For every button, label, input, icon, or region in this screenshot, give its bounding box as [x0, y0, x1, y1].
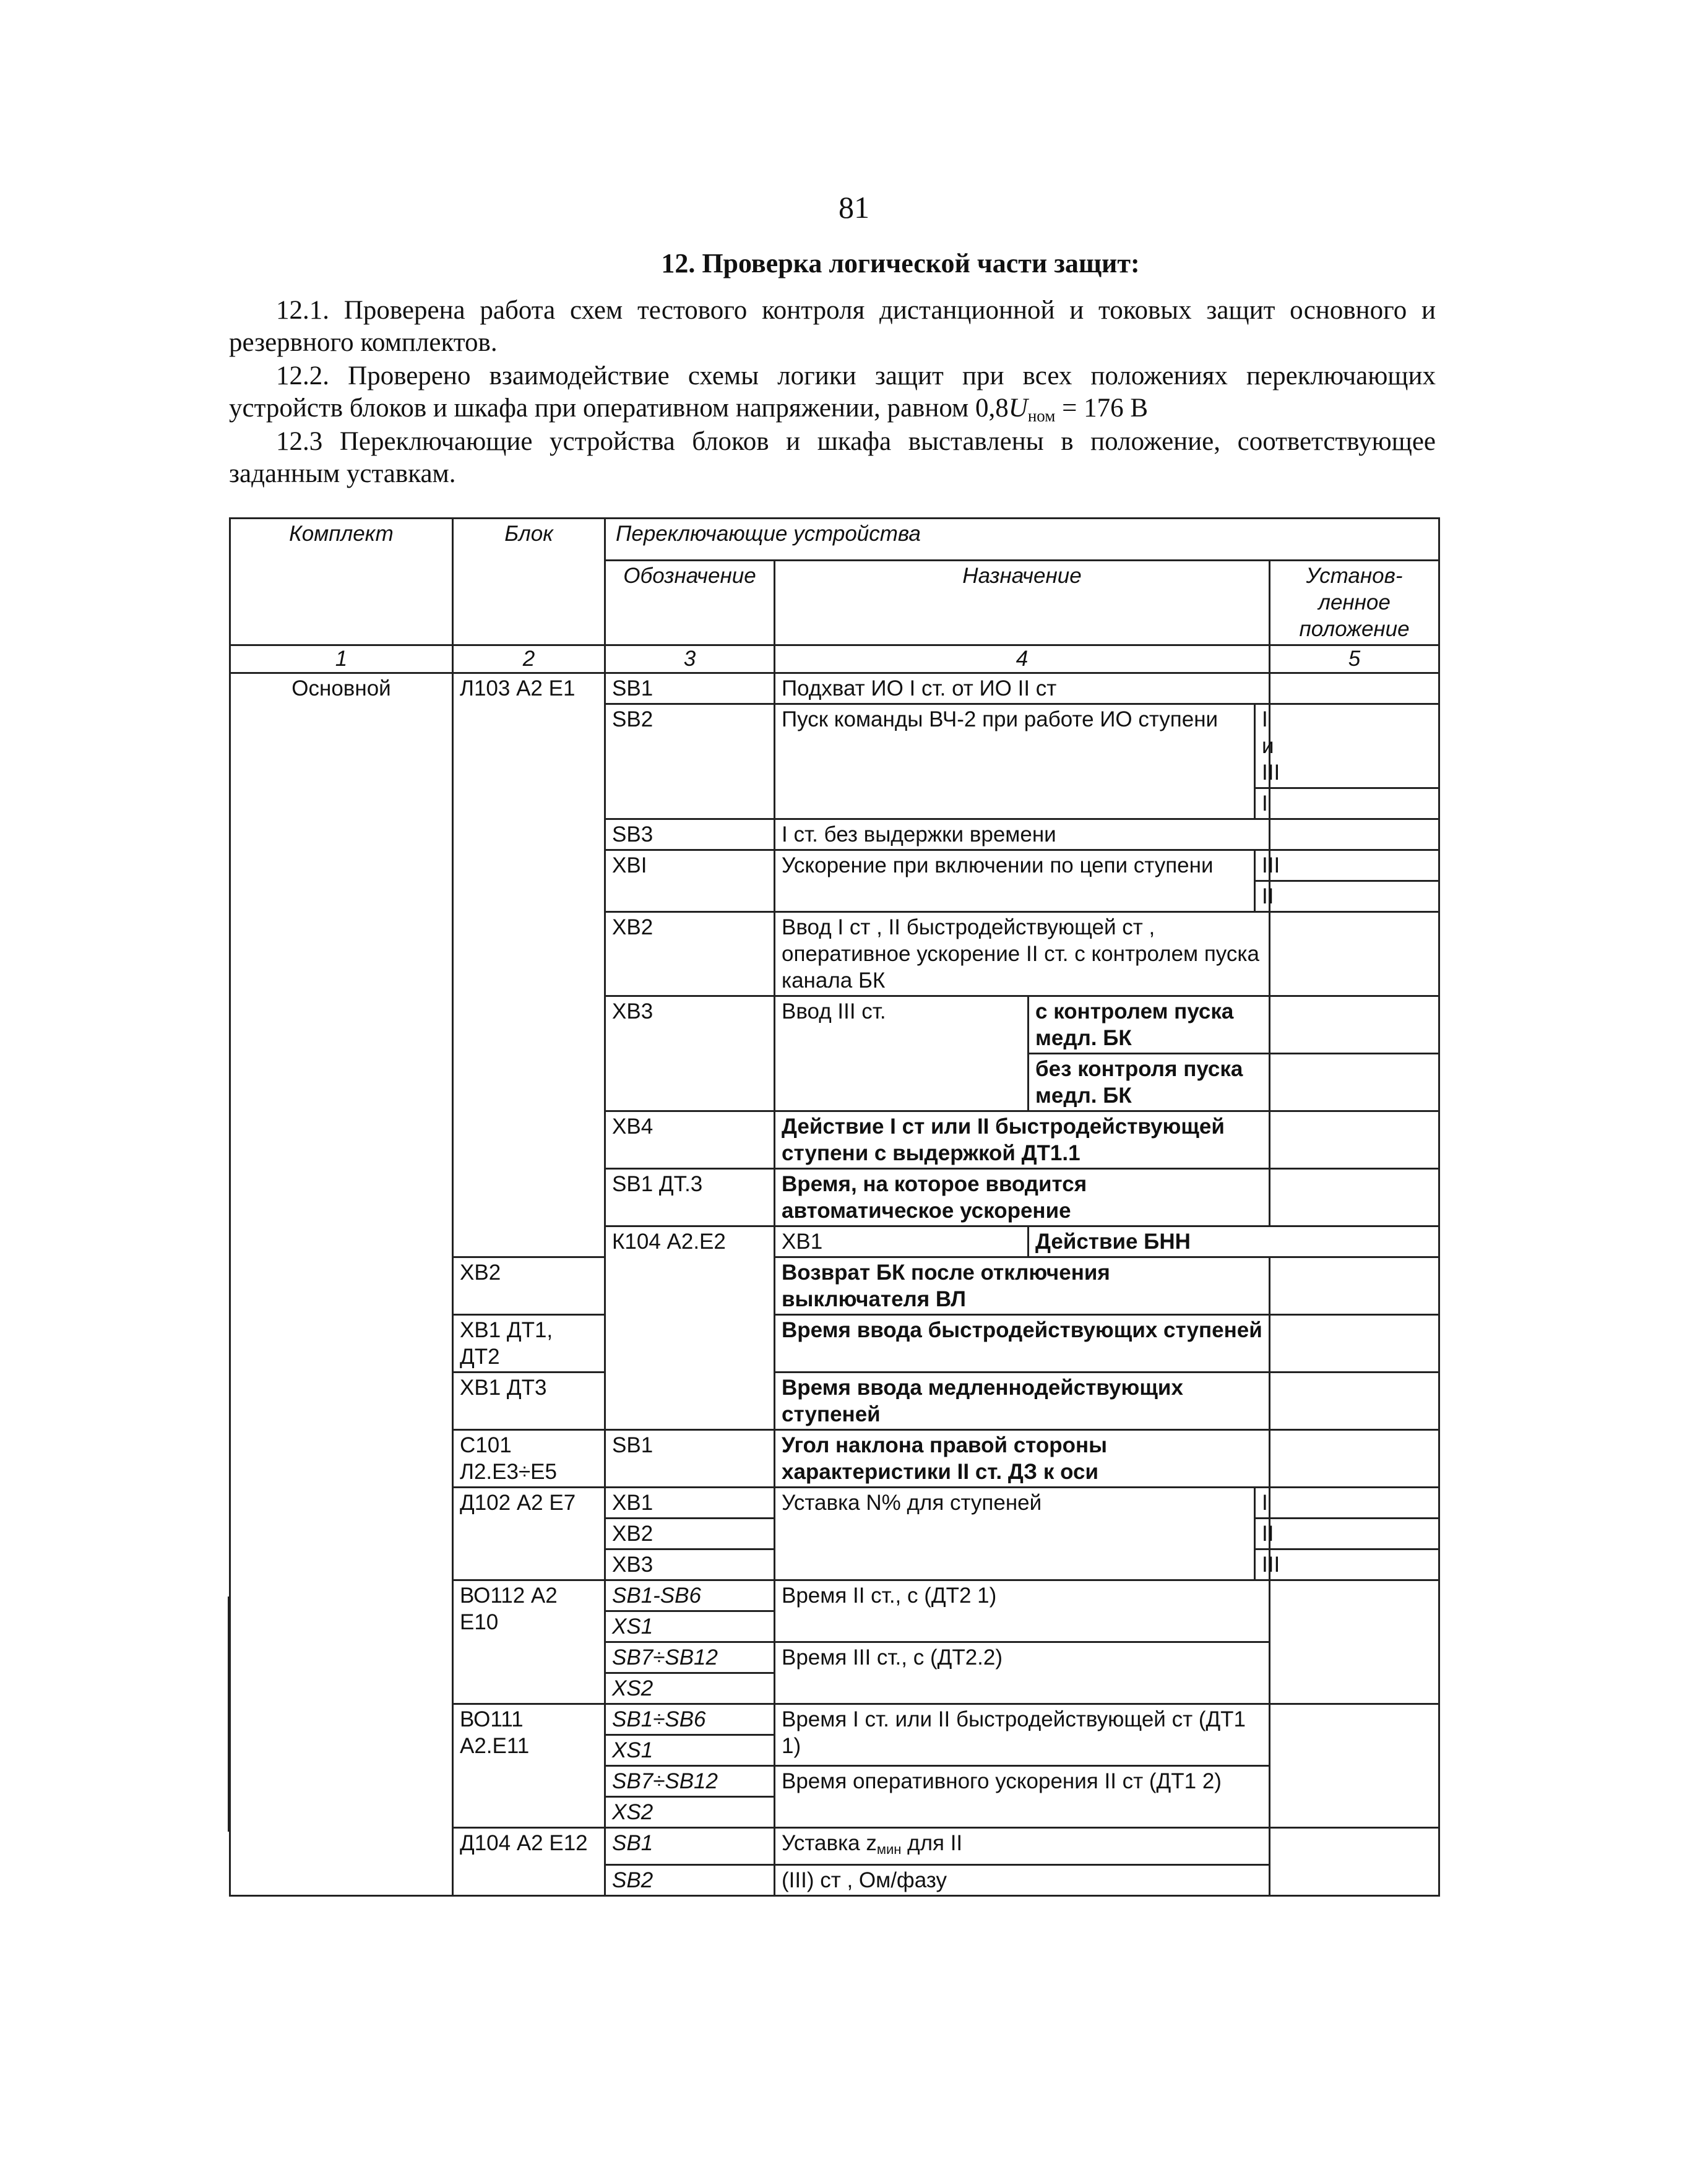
designation-cell: XB3: [605, 1549, 775, 1580]
position-cell: [1270, 850, 1439, 881]
switching-devices-table: [229, 517, 1440, 1897]
designation-cell: XB4: [605, 1111, 775, 1169]
table-row: [230, 673, 1439, 704]
purpose-cell: Время оперативного ускорения II ст (ДТ1 2): [775, 1766, 1270, 1828]
position-cell: [1270, 1111, 1439, 1169]
position-cell: [1270, 788, 1439, 819]
designation-cell: SB1-SB6: [605, 1580, 775, 1611]
designation-cell: XB2: [605, 1519, 775, 1549]
voltage-subscript: ном: [1027, 407, 1056, 425]
position-cell: [1270, 1054, 1439, 1111]
purpose-cell: Ввод I ст , II быстродействующей ст , оперативное ускорение II ст. с контролем пуска канала БК: [775, 912, 1270, 996]
position-cell: [1270, 1828, 1439, 1896]
designation-cell: XB2: [453, 1257, 605, 1315]
purpose-cell: Время ввода быстродействующих ступеней: [775, 1315, 1270, 1373]
position-cell: [1270, 704, 1439, 788]
position-cell: [1270, 1315, 1439, 1373]
header-blok: Блок: [453, 519, 605, 645]
designation-cell: SB7÷SB12: [605, 1642, 775, 1673]
purpose-cell: Угол наклона правой стороны характеристики II ст. ДЗ к оси: [775, 1430, 1270, 1488]
designation-cell: XB2: [605, 912, 775, 996]
level-cell: I: [1255, 1488, 1270, 1519]
position-cell: [1270, 1704, 1439, 1828]
block-d102: Д102 А2 Е7: [453, 1488, 605, 1580]
purpose-cell: Ввод III ст.: [775, 996, 1029, 1111]
position-cell: [1270, 1430, 1439, 1488]
designation-cell: XS1: [605, 1735, 775, 1766]
designation-cell: SB2: [605, 704, 775, 819]
voltage-symbol: U: [1008, 394, 1028, 423]
designation-cell: XB1 ДТ1, ДТ2: [453, 1315, 605, 1373]
purpose-cell: (III) ст , Ом/фазу: [775, 1865, 1270, 1896]
level-cell: II: [1255, 881, 1270, 912]
zmin-subscript: мин: [876, 1842, 902, 1857]
header-set-position: Установ-ленное положение: [1270, 561, 1439, 645]
purpose-cell: Время ввода медленнодействующих ступеней: [775, 1373, 1270, 1430]
block-k104: К104 А2.Е2: [605, 1226, 775, 1430]
position-cell: [1270, 673, 1439, 704]
purpose-cell: Время II ст., с (ДТ2 1): [775, 1580, 1270, 1642]
paragraph-12-1: 12.1. Проверена работа схем тестового контроля дистанционной и токовых защит основного и резервного комплектов.: [229, 296, 1436, 357]
designation-cell: XS2: [605, 1797, 775, 1828]
position-cell: [1270, 881, 1439, 912]
position-cell: [1270, 912, 1439, 996]
col-number-1: 1: [230, 645, 453, 673]
designation-cell: SB1: [605, 1430, 775, 1488]
level-cell: I и III: [1255, 704, 1270, 788]
purpose-cell: Время I ст. или II быстродействующей ст (ДТ1 1): [775, 1704, 1270, 1766]
paragraph-12-2: [229, 360, 1436, 432]
purpose-cell: [775, 1828, 1270, 1865]
col-number-2: 2: [453, 645, 605, 673]
paragraph-12-3: 12.3 Переключающие устройства блоков и шкафа выставлены в положение, соответствующее заданным уставкам.: [229, 427, 1436, 488]
purpose-cell: Действие I ст или II быстродействующей ступени с выдержкой ДТ1.1: [775, 1111, 1270, 1169]
purpose-text: Уставка z: [782, 1831, 877, 1855]
designation-cell: XBI: [605, 850, 775, 912]
designation-cell: SB1: [605, 1828, 775, 1865]
designation-cell: SB1 ДТ.3: [605, 1169, 775, 1226]
designation-cell: XS2: [605, 1673, 775, 1704]
header-row-1: [230, 519, 1439, 561]
designation-cell: SB7÷SB12: [605, 1766, 775, 1797]
section-heading: 12. Проверка логической части защит:: [661, 248, 1140, 278]
header-purpose: Назначение: [775, 561, 1270, 645]
designation-cell: SB2: [605, 1865, 775, 1896]
level-cell: I: [1255, 788, 1270, 819]
designation-cell: XB1 ДТ3: [453, 1373, 605, 1430]
purpose-cell: Время, на которое вводится автоматическое ускорение: [775, 1169, 1270, 1226]
position-cell: [1270, 1580, 1439, 1704]
purpose-sub-cell: без контроля пуска медл. БК: [1029, 1054, 1270, 1111]
header-switching-devices: Переключающие устройства: [605, 519, 1439, 561]
designation-cell: XS1: [605, 1611, 775, 1642]
page-number: 81: [839, 190, 869, 225]
level-cell: III: [1255, 850, 1270, 881]
position-cell: [1270, 1488, 1439, 1519]
col-number-5: 5: [1270, 645, 1439, 673]
purpose-cell: Ускорение при включении по цепи ступени: [775, 850, 1255, 912]
position-cell: [1270, 1169, 1439, 1226]
block-d104: Д104 А2 Е12: [453, 1828, 605, 1896]
block-l103: Л103 А2 Е1: [453, 673, 605, 1257]
komplekt-value: Основной: [230, 673, 453, 1896]
designation-cell: SB1÷SB6: [605, 1704, 775, 1735]
col-number-3: 3: [605, 645, 775, 673]
purpose-text: для II: [901, 1831, 963, 1855]
level-cell: III: [1255, 1549, 1270, 1580]
position-cell: [1270, 1549, 1439, 1580]
block-bo112: ВО112 А2 Е10: [453, 1580, 605, 1704]
col-number-4: 4: [775, 645, 1270, 673]
position-cell: [1270, 1373, 1439, 1430]
purpose-text: Уставка N% для ступеней: [782, 1491, 1042, 1515]
block-c101: С101 Л2.Е3÷Е5: [453, 1430, 605, 1488]
purpose-cell: [775, 1488, 1255, 1580]
purpose-cell: Подхват ИО I ст. от ИО II ст: [775, 673, 1270, 704]
position-cell: [1270, 996, 1439, 1054]
position-cell: [1270, 819, 1439, 850]
designation-cell: XB3: [605, 996, 775, 1111]
purpose-cell: Пуск команды ВЧ-2 при работе ИО ступени: [775, 704, 1255, 819]
header-komplekt: Комплект: [230, 519, 453, 645]
column-numbers-row: [230, 645, 1439, 673]
voltage-value: = 176 В: [1055, 394, 1149, 423]
designation-cell: XB1: [775, 1226, 1029, 1257]
position-cell: [1270, 1257, 1439, 1315]
header-designation: Обозначение: [605, 561, 775, 645]
purpose-cell: I ст. без выдержки времени: [775, 819, 1270, 850]
purpose-cell: Возврат БК после отключения выключателя ВЛ: [775, 1257, 1270, 1315]
paragraph-12-2-text: 12.2. Проверено взаимодействие схемы логики защит при всех положениях переключающих устройств блоков и шкафа при оперативном напряжении, равном 0,8: [229, 361, 1436, 423]
block-bo111: ВО111 А2.Е11: [453, 1704, 605, 1828]
position-cell: [1270, 1519, 1439, 1549]
designation-cell: SB3: [605, 819, 775, 850]
purpose-cell: Действие БНН: [1029, 1226, 1439, 1257]
level-cell: II: [1255, 1519, 1270, 1549]
designation-cell: SB1: [605, 673, 775, 704]
purpose-sub-cell: с контролем пуска медл. БК: [1029, 996, 1270, 1054]
purpose-cell: Время III ст., с (ДТ2.2): [775, 1642, 1270, 1704]
designation-cell: XB1: [605, 1488, 775, 1519]
